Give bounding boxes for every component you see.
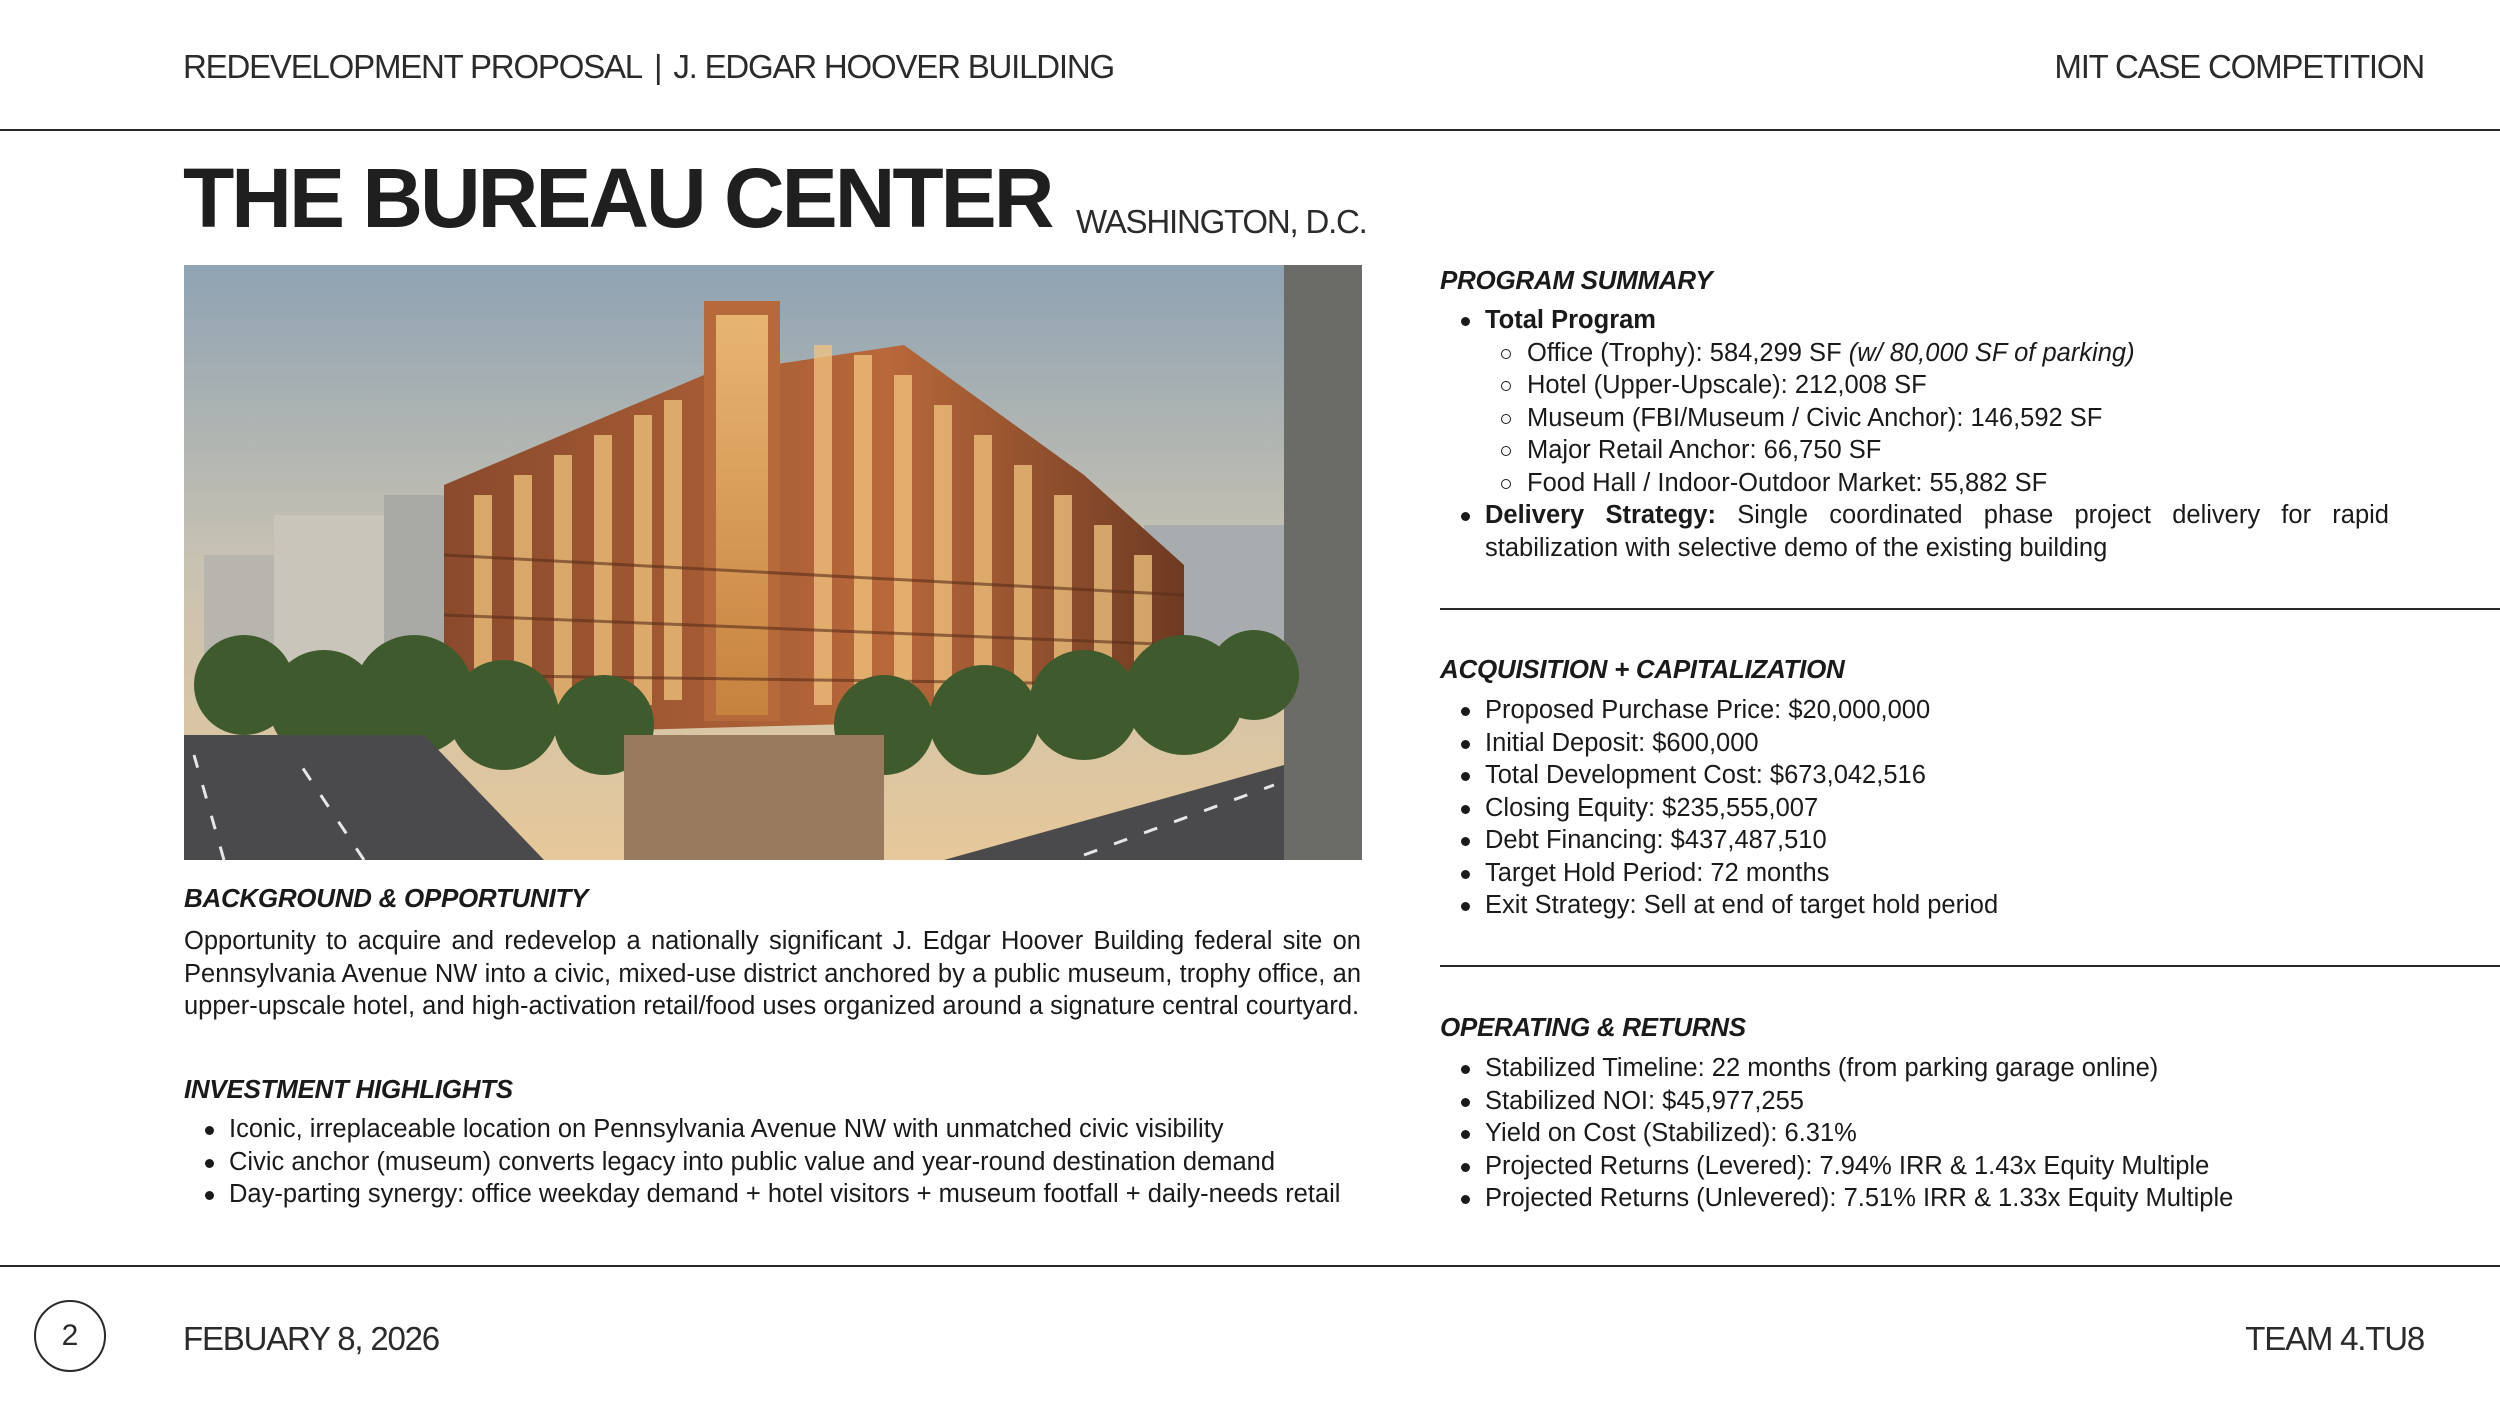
footer-date: FEBUARY 8, 2026 [183, 1320, 439, 1357]
header-competition: MIT CASE COMPETITION [2054, 48, 2424, 85]
program-heading: PROGRAM SUMMARY [1440, 265, 1713, 295]
header-proposal-label: REDEVELOPMENT PROPOSAL [183, 48, 642, 85]
operating-item: Stabilized Timeline: 22 months (from parking garage online) [1459, 1052, 2419, 1085]
operating-heading: OPERATING & RETURNS [1440, 1012, 1746, 1042]
program-delivery-text: Single coordinated phase project delivery for rapid stabilization with selective demo of the existing building [1485, 501, 2389, 562]
program-total-label: Total Program [1485, 306, 1656, 334]
background-paragraph: Opportunity to acquire and redevelop a nationally significant J. Edgar Hoover Building federal site on Pennsylvania Avenue NW into a civic, mixed-use district anchored by a public museum, trophy office, an upper-upscale hotel, and high-activation retail/food uses organized around a signature central courtyard. [184, 927, 1361, 1020]
program-office-note: (w/ 80,000 SF of parking) [1848, 338, 2135, 367]
acquisition-item: Initial Deposit: $600,000 [1459, 727, 2389, 760]
header-building-label: J. EDGAR HOOVER BUILDING [673, 48, 1114, 85]
program-delivery-label: Delivery Strategy: [1485, 501, 1716, 529]
building-rendering-image [184, 265, 1362, 860]
program-sub-item [1459, 337, 2389, 370]
acquisition-item: Total Development Cost: $673,042,516 [1459, 759, 2389, 792]
operating-item: Projected Returns (Unlevered): 7.51% IRR & 1.33x Equity Multiple [1459, 1182, 2419, 1215]
footer-divider [0, 1265, 2500, 1267]
program-sub-item: Hotel (Upper-Upscale): 212,008 SF [1459, 369, 2389, 402]
program-sub-item: Food Hall / Indoor-Outdoor Market: 55,882 SF [1459, 467, 2389, 500]
program-delivery-item [1459, 499, 2389, 564]
acquisition-item: Debt Financing: $437,487,510 [1459, 824, 2389, 857]
location-label: WASHINGTON, D.C. [1076, 203, 1367, 240]
header-divider [0, 129, 2500, 131]
investment-item: Iconic, irreplaceable location on Pennsylvania Avenue NW with unmatched civic visibility [203, 1113, 1361, 1146]
investment-list [203, 1113, 1361, 1211]
operating-item: Projected Returns (Levered): 7.94% IRR & 1.43x Equity Multiple [1459, 1150, 2419, 1183]
acquisition-item: Target Hold Period: 72 months [1459, 857, 2389, 890]
background-heading: BACKGROUND & OPPORTUNITY [184, 883, 589, 913]
program-list [1459, 304, 2389, 564]
investment-item: Civic anchor (museum) converts legacy into public value and year-round destination demand [203, 1146, 1361, 1179]
page-number: 2 [34, 1300, 106, 1372]
acquisition-item: Exit Strategy: Sell at end of target hold period [1459, 889, 2389, 922]
program-office-text: Office (Trophy): 584,299 SF [1527, 338, 1849, 367]
acquisition-item: Proposed Purchase Price: $20,000,000 [1459, 694, 2389, 727]
operating-list [1459, 1052, 2419, 1215]
header-separator: | [653, 48, 662, 85]
investment-item: Day-parting synergy: office weekday demand + hotel visitors + museum footfall + daily-needs retail [203, 1178, 1361, 1211]
acquisition-item: Closing Equity: $235,555,007 [1459, 792, 2389, 825]
investment-heading: INVESTMENT HIGHLIGHTS [184, 1074, 513, 1104]
acquisition-list [1459, 694, 2389, 922]
section-divider [1440, 965, 2500, 967]
operating-item: Yield on Cost (Stabilized): 6.31% [1459, 1117, 2419, 1150]
operating-item: Stabilized NOI: $45,977,255 [1459, 1085, 2419, 1118]
section-divider [1440, 608, 2500, 610]
program-total-item [1459, 304, 2389, 337]
footer-team: TEAM 4.TU8 [2245, 1320, 2424, 1357]
program-sub-item: Museum (FBI/Museum / Civic Anchor): 146,592 SF [1459, 402, 2389, 435]
page-title: THE BUREAU CENTER [183, 151, 1052, 245]
program-sub-item: Major Retail Anchor: 66,750 SF [1459, 434, 2389, 467]
acquisition-heading: ACQUISITION + CAPITALIZATION [1440, 654, 1845, 684]
header-title [183, 48, 1114, 86]
